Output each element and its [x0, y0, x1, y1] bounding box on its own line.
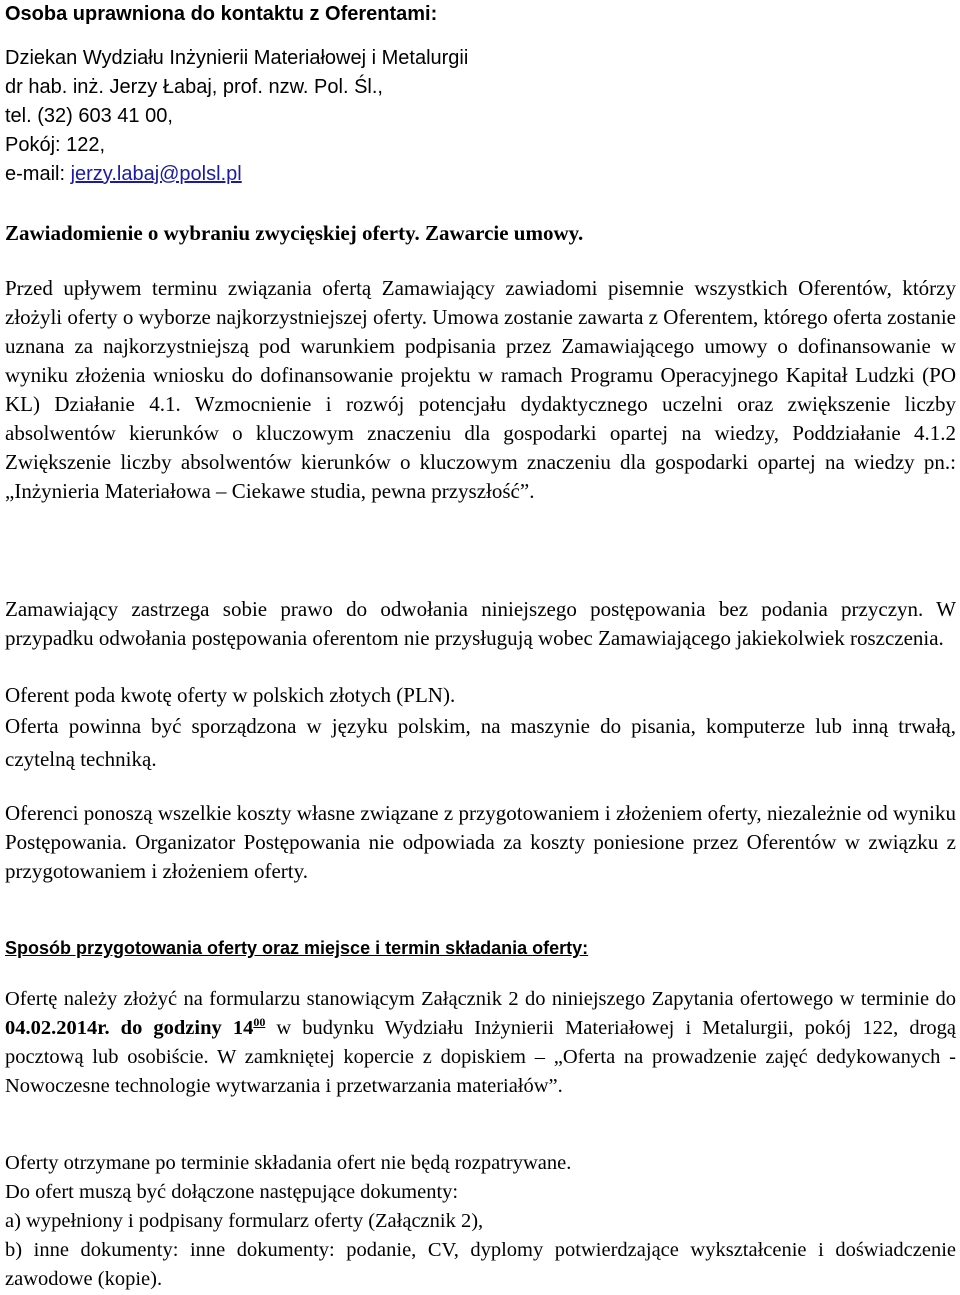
contact-room-line: Pokój: 122, [5, 134, 106, 156]
submission-paragraph-2: Oferty otrzymane po terminie składania ofert nie będą rozpatrywane. [5, 1152, 572, 1174]
contact-heading: Osoba uprawniona do kontaktu z Oferentami: [5, 3, 438, 25]
contact-email-line [5, 160, 468, 189]
submission-deadline: 04.02.2014r. do godziny 14 [5, 1017, 254, 1039]
submission-heading: Sposób przygotowania oferty oraz miejsce i termin składania oferty: [5, 938, 589, 958]
contact-phone-line: tel. (32) 603 41 00, [5, 105, 173, 127]
award-heading: Zawiadomienie o wybraniu zwycięskiej oferty. Zawarcie umowy. [5, 221, 584, 245]
contact-dean-line: Dziekan Wydziału Inżynierii Materiałowej i Metalurgii [5, 47, 469, 69]
contact-name-line: dr hab. inż. Jerzy Łabaj, prof. nzw. Pol. Śl., [5, 76, 383, 98]
submission-list-item-b: b) inne dokumenty: inne dokumenty: podanie, CV, dyplomy potwierdzające wykształcenie i doświadczenie zawodowe (kopie). [5, 1239, 956, 1290]
submission-paragraph-1 [5, 985, 956, 1101]
submission-text-a: Ofertę należy złożyć na formularzu stanowiącym Załącznik 2 do niniejszego Zapytania ofertowego w terminie do [5, 988, 956, 1010]
award-paragraph-3: Oferent poda kwotę oferty w polskich złotych (PLN). [5, 683, 456, 707]
submission-text-b: w budynku Wydziału Inżynierii Materiałowej i Metalurgii, pokój 122, drogą pocztową lub osobiście. W zamkniętej kopercie z dopiskiem – „Oferta na prowadzenie zajęć dedykowanych - Nowoczesne technologie wytwarzania i przetwarzania materiałów”. [5, 1017, 956, 1097]
contact-block [5, 44, 468, 189]
award-paragraph-2: Zamawiający zastrzega sobie prawo do odwołania niniejszego postępowania bez podania przyczyn. W przypadku odwołania postępowania oferentom nie przysługują wobec Zamawiającego jakiekolwiek roszczenia. [5, 597, 956, 650]
award-paragraph-1: Przed upływem terminu związania ofertą Zamawiający zawiadomi pisemnie wszystkich Oferentów, którzy złożyli oferty o wyborze najkorzystniejszej oferty. Umowa zostanie zawarta z Oferentem, którego oferta zostanie uznana za najkorzystniejszą pod warunkiem podpisania przez Zamawiającego umowy o dofinansowanie w wyniku złożenia wniosku do dofinansowanie projektu w ramach Programu Operacyjnego Kapitał Ludzki (PO KL) Działanie 4.1. Wzmocnienie i rozwój potencjału dydaktycznego uczelni oraz zwiększenie liczby absolwentów kierunków o kluczowym znaczeniu dla gospodarki opartej na wiedzy, Poddziałanie 4.1.2 Zwiększenie liczby absolwentów kierunków o kluczowym znaczeniu dla gospodarki opartej na wiedzy pn.: „Inżynieria Materiałowa – Ciekawe studia, pewna przyszłość”. [5, 276, 956, 503]
submission-deadline-minutes: 00 [253, 1015, 266, 1030]
award-paragraph-5: Oferenci ponoszą wszelkie koszty własne związane z przygotowaniem i złożeniem oferty, niezależnie od wyniku Postępowania. Organizator Postępowania nie odpowiada za koszty poniesione przez Oferentów w związku z przygotowaniem i złożeniem oferty. [5, 801, 956, 883]
submission-paragraph-3: Do ofert muszą być dołączone następujące dokumenty: [5, 1181, 459, 1203]
submission-list-item-a: a) wypełniony i podpisany formularz oferty (Załącznik 2), [5, 1210, 484, 1232]
email-label: e-mail: [5, 163, 71, 185]
email-link[interactable]: jerzy.labaj@polsl.pl [70, 163, 242, 185]
award-paragraph-4: Oferta powinna być sporządzona w języku polskim, na maszynie do pisania, komputerze lub inną trwałą, czytelną techniką. [5, 714, 956, 771]
